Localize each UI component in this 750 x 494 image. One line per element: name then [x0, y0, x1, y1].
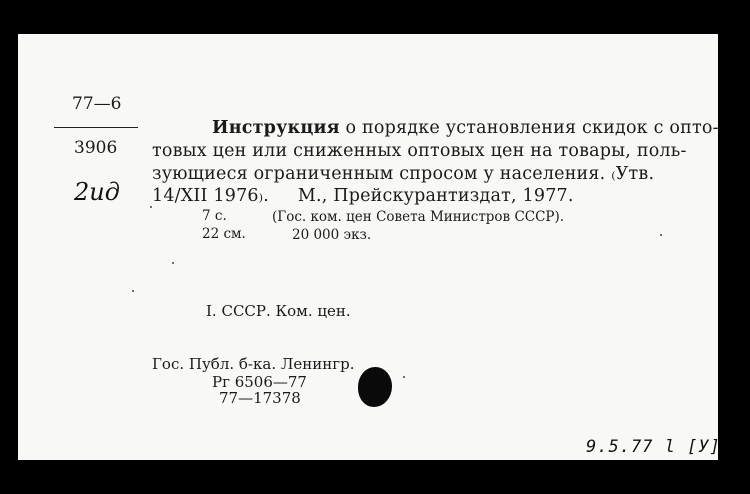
speck	[132, 290, 134, 292]
record-copies: 20 000 экз.	[292, 227, 372, 243]
call-number-divider	[54, 127, 138, 128]
subject-heading: I. СССР. Ком. цен.	[206, 302, 351, 320]
record-line-1-rest: о порядке установления скидок с опто-	[339, 118, 719, 138]
library-name: Гос. Публ. б-ка. Ленингр.	[152, 355, 355, 373]
call-number-top: 77—6	[72, 94, 122, 114]
registration-number-1: Рг 6506—77	[212, 373, 307, 391]
speck	[403, 376, 405, 378]
speck	[660, 234, 662, 236]
speck	[172, 262, 174, 264]
speck	[150, 206, 152, 208]
registration-number-2: 77—17378	[219, 389, 301, 407]
handwritten-note: 9.5.77 l [У]	[586, 437, 721, 457]
handwritten-call-mark: 2ид	[74, 178, 120, 206]
record-height: 22 см.	[202, 226, 246, 242]
record-line-1	[212, 118, 719, 138]
record-line-2: товых цен или сниженных оптовых цен на товары, поль-	[152, 141, 687, 161]
call-number-bottom: 3906	[74, 138, 118, 158]
record-line-3: зующиеся ограниченным спросом у населения. ₍Утв.	[152, 164, 655, 184]
record-series: (Гос. ком. цен Совета Министров СССР).	[272, 209, 565, 225]
record-title: Инструкция	[212, 118, 340, 138]
record-pages: 7 с.	[202, 208, 227, 224]
record-line-4: 14/XII 1976₎. М., Прейскурантиздат, 1977.	[152, 186, 574, 206]
